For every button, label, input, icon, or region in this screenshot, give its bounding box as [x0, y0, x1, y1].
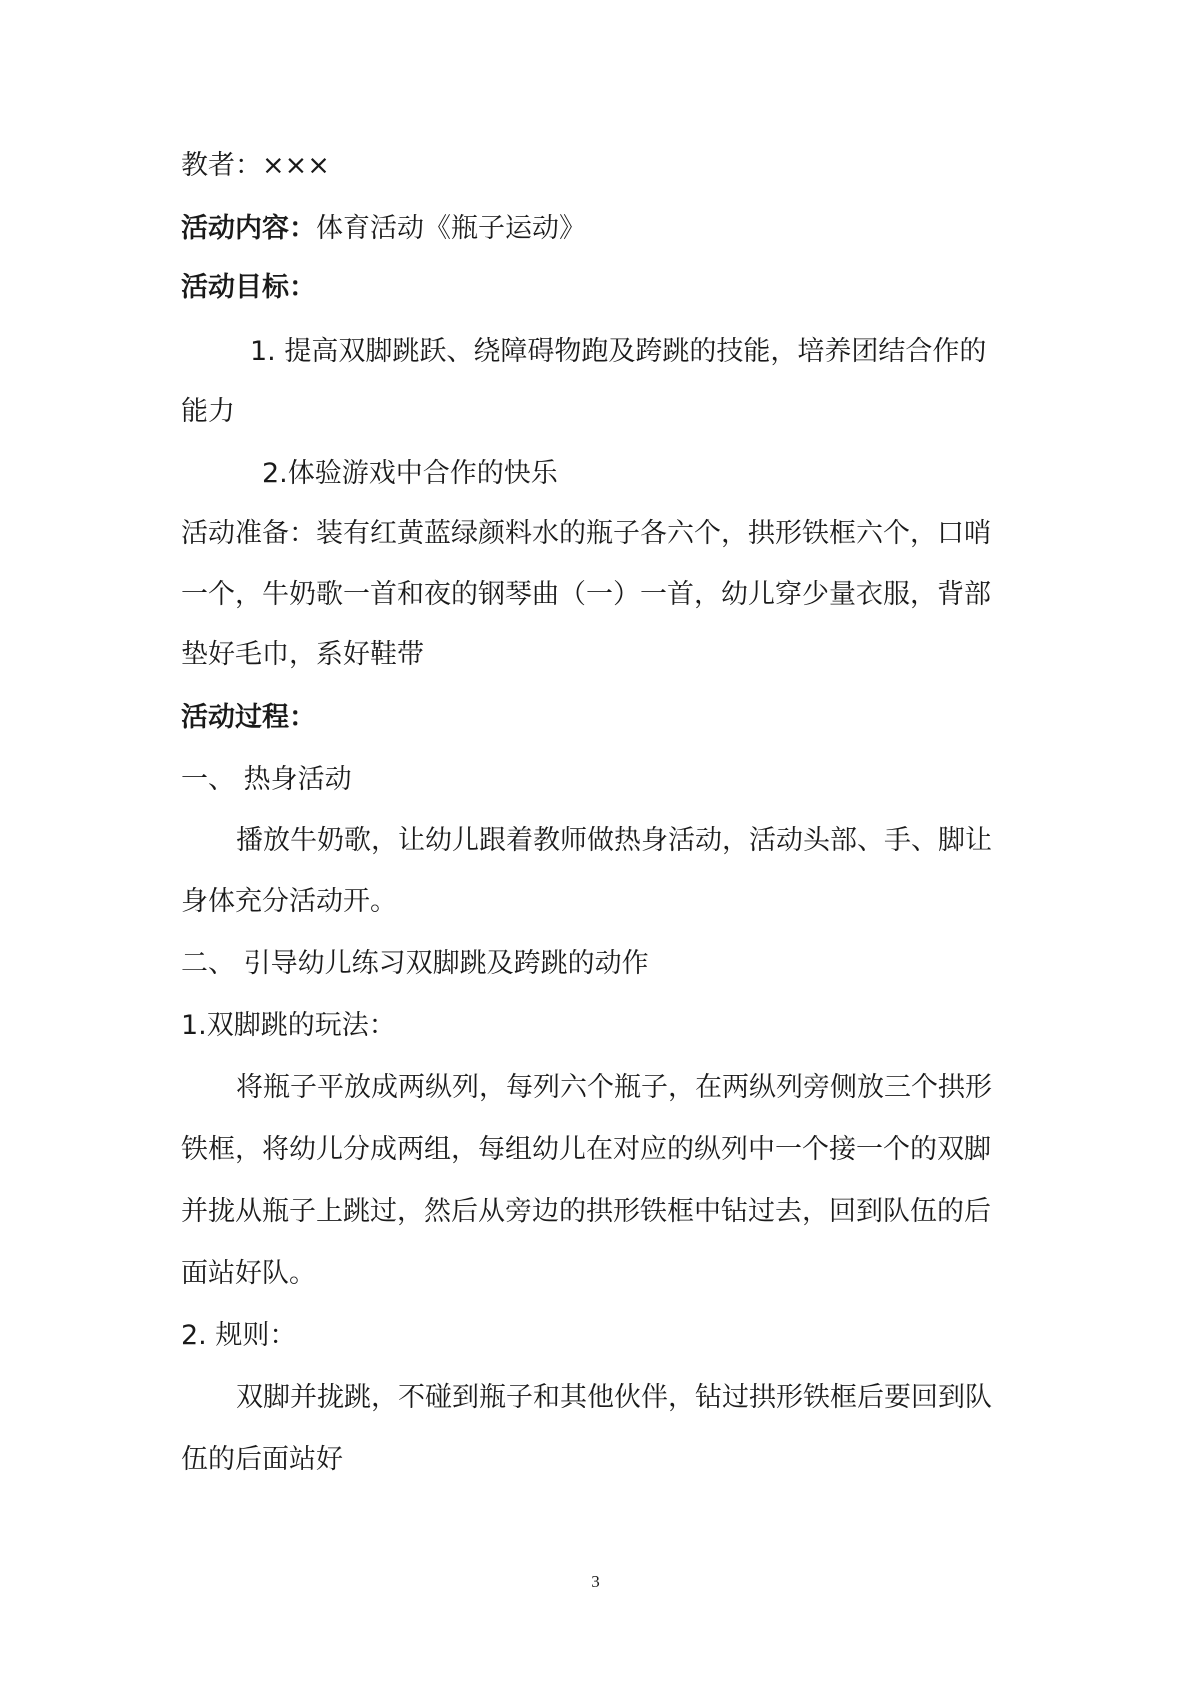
preparation-line-2: 一个，牛奶歌一首和夜的钢琴曲（一）一首，幼儿穿少量衣服，背部: [181, 579, 991, 610]
section-2-sub-1-line-1: 将瓶子平放成两纵列，每列六个瓶子，在两纵列旁侧放三个拱形: [236, 1072, 992, 1103]
section-2-sub-2-line-1: 双脚并拢跳，不碰到瓶子和其他伙伴，钻过拱形铁框后要回到队: [236, 1382, 992, 1413]
section-2-sub-1-line-4: 面站好队。: [181, 1258, 316, 1289]
content-value: 体育活动《瓶子运动》: [316, 213, 586, 244]
section-2-sub-1-line-3: 并拢从瓶子上跳过，然后从旁边的拱形铁框中钻过去，回到队伍的后: [181, 1196, 991, 1227]
section-2-sub-2-line-2: 伍的后面站好: [181, 1444, 343, 1475]
goal-item-1-line-2: 能力: [181, 396, 235, 427]
teacher-label: 教者：: [181, 150, 262, 181]
preparation-line-1: 活动准备：装有红黄蓝绿颜料水的瓶子各六个，拱形铁框六个，口哨: [181, 518, 991, 549]
content-label: 活动内容：: [181, 213, 316, 244]
section-2-sub-1-line-2: 铁框，将幼儿分成两组，每组幼儿在对应的纵列中一个接一个的双脚: [181, 1134, 991, 1165]
section-2-sub-1-title: 1.双脚跳的玩法：: [181, 1010, 396, 1041]
goal-item-1-line-1: 1. 提高双脚跳跃、绕障碍物跑及跨跳的技能，培养团结合作的: [250, 336, 987, 367]
teacher-value: ×××: [262, 150, 330, 181]
goals-heading: 活动目标：: [181, 272, 316, 303]
teacher-line: [181, 148, 1021, 184]
section-1-para-line-2: 身体充分活动开。: [181, 886, 397, 917]
process-heading: 活动过程：: [181, 702, 316, 733]
page-number: 3: [591, 1572, 600, 1591]
preparation-line-3: 垫好毛巾，系好鞋带: [181, 639, 424, 670]
section-1-para-line-1: 播放牛奶歌，让幼儿跟着教师做热身活动，活动头部、手、脚让: [236, 825, 992, 856]
section-2-sub-2-title: 2. 规则：: [181, 1320, 297, 1351]
content-line: [181, 211, 1021, 247]
section-2-title: 二、 引导幼儿练习双脚跳及跨跳的动作: [181, 948, 649, 979]
goal-item-2: 2.体验游戏中合作的快乐: [262, 458, 558, 489]
section-1-title: 一、 热身活动: [181, 764, 352, 795]
